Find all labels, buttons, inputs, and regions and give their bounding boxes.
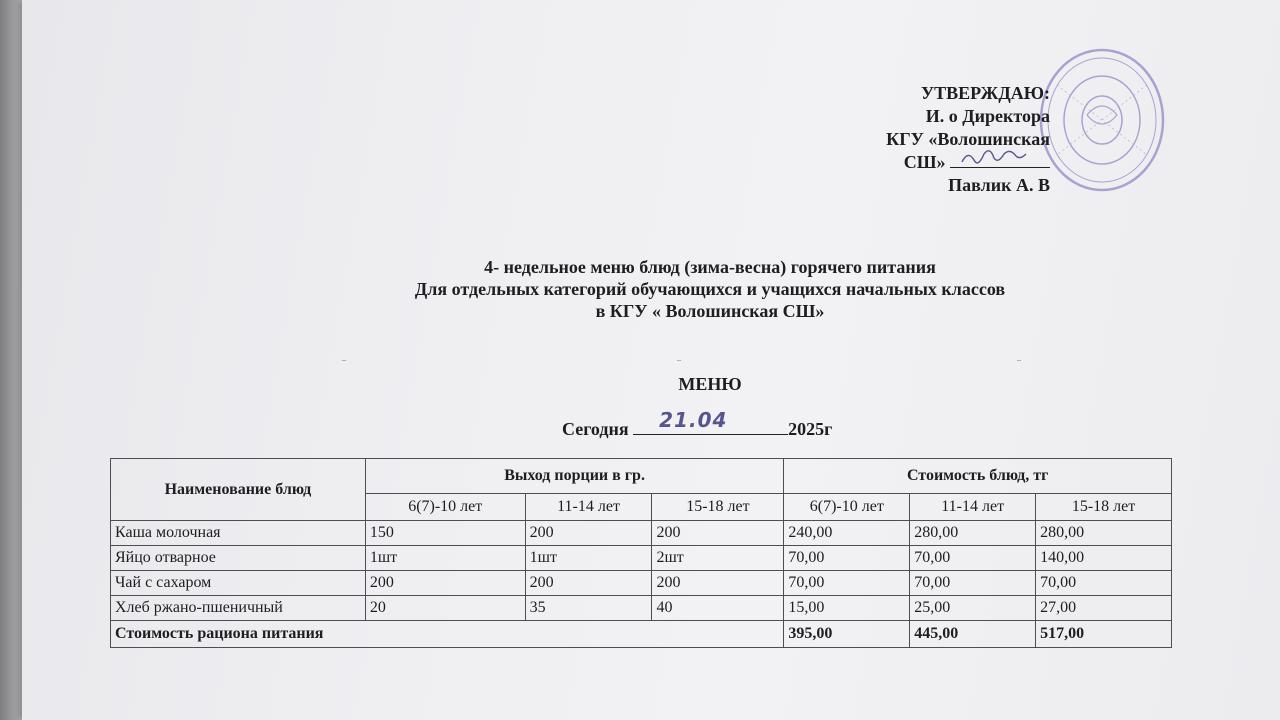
table-row (111, 596, 1172, 621)
age-group-header: 6(7)-10 лет (784, 494, 910, 521)
handwritten-date: 21.04 (659, 408, 728, 432)
dish-name: Чай с сахаром (111, 571, 366, 596)
approval-position: И. о Директора (925, 106, 1050, 126)
signature-line (950, 152, 1050, 168)
age-group-header: 15-18 лет (1036, 494, 1172, 521)
stray-mark: ¨ (677, 356, 681, 370)
portion-cell: 1шт (365, 546, 525, 571)
cost-cell: 140,00 (1036, 546, 1172, 571)
table-row (111, 521, 1172, 546)
dish-name: Яйцо отварное (111, 546, 366, 571)
cost-cell: 15,00 (784, 596, 910, 621)
total-label: Стоимость рациона питания (111, 621, 784, 648)
cost-cell: 70,00 (784, 571, 910, 596)
stray-mark: ¨ (1017, 356, 1021, 370)
portion-cell: 200 (365, 571, 525, 596)
age-group-header: 11-14 лет (910, 494, 1036, 521)
table-row (111, 571, 1172, 596)
portion-cell: 2шт (652, 546, 784, 571)
age-group-header: 15-18 лет (652, 494, 784, 521)
menu-heading: МЕНЮ (678, 374, 742, 394)
document-title (22, 256, 1280, 322)
portion-cell: 150 (365, 521, 525, 546)
cost-cell: 70,00 (1036, 571, 1172, 596)
background-edge (0, 0, 24, 720)
portion-cell: 200 (652, 521, 784, 546)
cost-cell: 240,00 (784, 521, 910, 546)
menu-table (110, 458, 1172, 648)
age-group-header: 11-14 лет (525, 494, 652, 521)
portion-cell: 35 (525, 596, 652, 621)
official-seal-stamp (1037, 45, 1167, 195)
date-line (562, 408, 833, 440)
portion-cell: 200 (652, 571, 784, 596)
dish-name: Хлеб ржано-пшеничный (111, 596, 366, 621)
total-cost: 445,00 (910, 621, 1036, 648)
handwritten-signature (960, 148, 1030, 168)
cost-cell: 70,00 (910, 571, 1036, 596)
header-cost: Стоимость блюд, тг (784, 459, 1172, 494)
cost-cell: 25,00 (910, 596, 1036, 621)
title-line-1: 4- недельное меню блюд (зима-весна) горячего питания (484, 257, 936, 277)
portion-cell: 40 (652, 596, 784, 621)
dish-name: Каша молочная (111, 521, 366, 546)
date-label: Сегодня (562, 419, 629, 439)
approval-organization-end: СШ» (903, 152, 946, 172)
portion-cell: 200 (525, 571, 652, 596)
approval-name: Павлик А. В (948, 175, 1050, 195)
title-line-3: в КГУ « Волошинская СШ» (595, 301, 825, 321)
cost-cell: 27,00 (1036, 596, 1172, 621)
approval-organization: КГУ «Волошинская (886, 129, 1050, 149)
total-cost: 395,00 (784, 621, 910, 648)
cost-cell: 70,00 (910, 546, 1036, 571)
approval-block (886, 82, 1050, 197)
portion-cell: 1шт (525, 546, 652, 571)
portion-cell: 20 (365, 596, 525, 621)
document-page (22, 0, 1280, 720)
header-dish-name: Наименование блюд (111, 459, 366, 521)
date-year: 2025г (788, 419, 833, 439)
age-group-header: 6(7)-10 лет (365, 494, 525, 521)
cost-cell: 70,00 (784, 546, 910, 571)
date-blank (633, 408, 788, 435)
title-line-2: Для отдельных категорий обучающихся и учащихся начальных классов (414, 279, 1006, 299)
approval-heading: УТВЕРЖДАЮ: (920, 83, 1050, 103)
header-portion: Выход порции в гр. (365, 459, 784, 494)
cost-cell: 280,00 (1036, 521, 1172, 546)
total-row (111, 621, 1172, 648)
portion-cell: 200 (525, 521, 652, 546)
cost-cell: 280,00 (910, 521, 1036, 546)
table-header-row (111, 459, 1172, 494)
total-cost: 517,00 (1036, 621, 1172, 648)
stray-mark: ¨ (342, 356, 346, 370)
table-row (111, 546, 1172, 571)
